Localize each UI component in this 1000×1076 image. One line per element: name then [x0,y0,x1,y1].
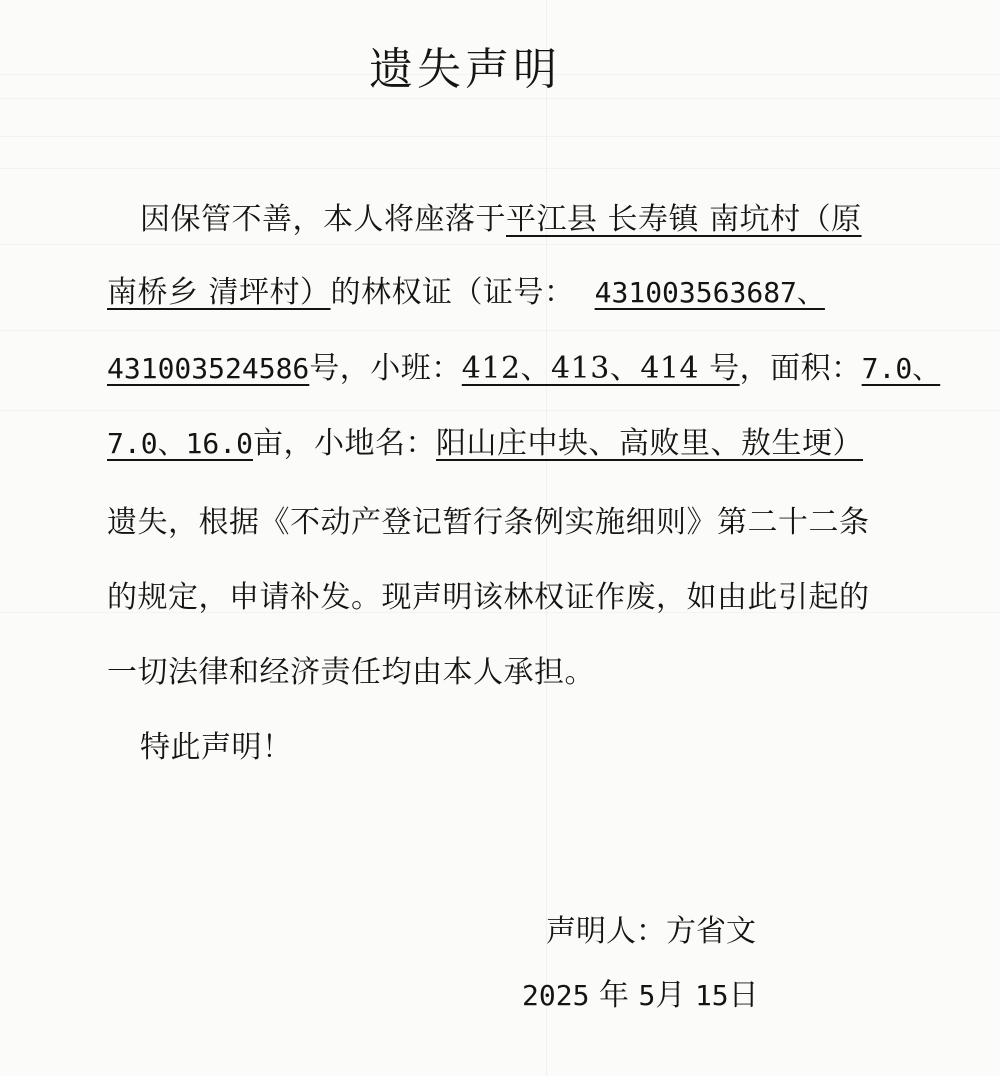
body-line-3 [107,349,940,389]
body-line-1 [140,200,862,240]
signer [546,912,756,952]
date-day-unit: 日 [728,978,759,1013]
document-title: 遗失声明 [369,44,561,95]
body-text: 亩，小地名： [253,426,437,461]
body-line-6: 的规定，申请补发。现声明该林权证作废，如由此引起的 [107,580,870,615]
scan-artifact [0,410,1000,411]
body-line-2 [107,273,825,313]
area-value: 7.0、 [861,352,941,385]
area-value: 7.0、16.0 [107,427,254,460]
signer-label: 声明人： [546,914,666,949]
scan-artifact [0,168,1000,169]
body-line-4 [107,424,863,464]
place-names: 阳山庄中块、高败里、敖生埂） [436,426,864,461]
certificate-number: 431003524586 [107,352,310,385]
date-year-unit: 年 [598,978,629,1013]
certificate-number: 431003563687、 [594,276,825,309]
date-month: 5 [638,979,656,1012]
body-text: 因保管不善，本人将座落于 [140,202,506,237]
scan-artifact [0,244,1000,245]
body-text: ，面积： [739,351,862,386]
body-text: 的林权证（证号： [330,275,575,310]
body-line-7: 一切法律和经济责任均由本人承担。 [107,655,595,690]
date-day: 15 [694,979,729,1012]
body-line-5: 遗失，根据《不动产登记暂行条例实施细则》第二十二条 [107,505,870,540]
signer-name: 方省文 [666,914,756,949]
location-underlined: 平江县 长寿镇 南坑村（原 [506,202,862,237]
body-text: 号，小班： [309,351,462,386]
subcompartment-numbers: 412、413、414 号 [461,351,740,386]
date-month-unit: 月 [655,978,686,1013]
location-underlined: 南桥乡 清坪村） [107,275,331,310]
date [522,976,759,1016]
scan-artifact [0,136,1000,137]
scan-artifact [0,330,1000,331]
date-year: 2025 [522,979,590,1012]
closing-statement: 特此声明！ [140,730,293,765]
